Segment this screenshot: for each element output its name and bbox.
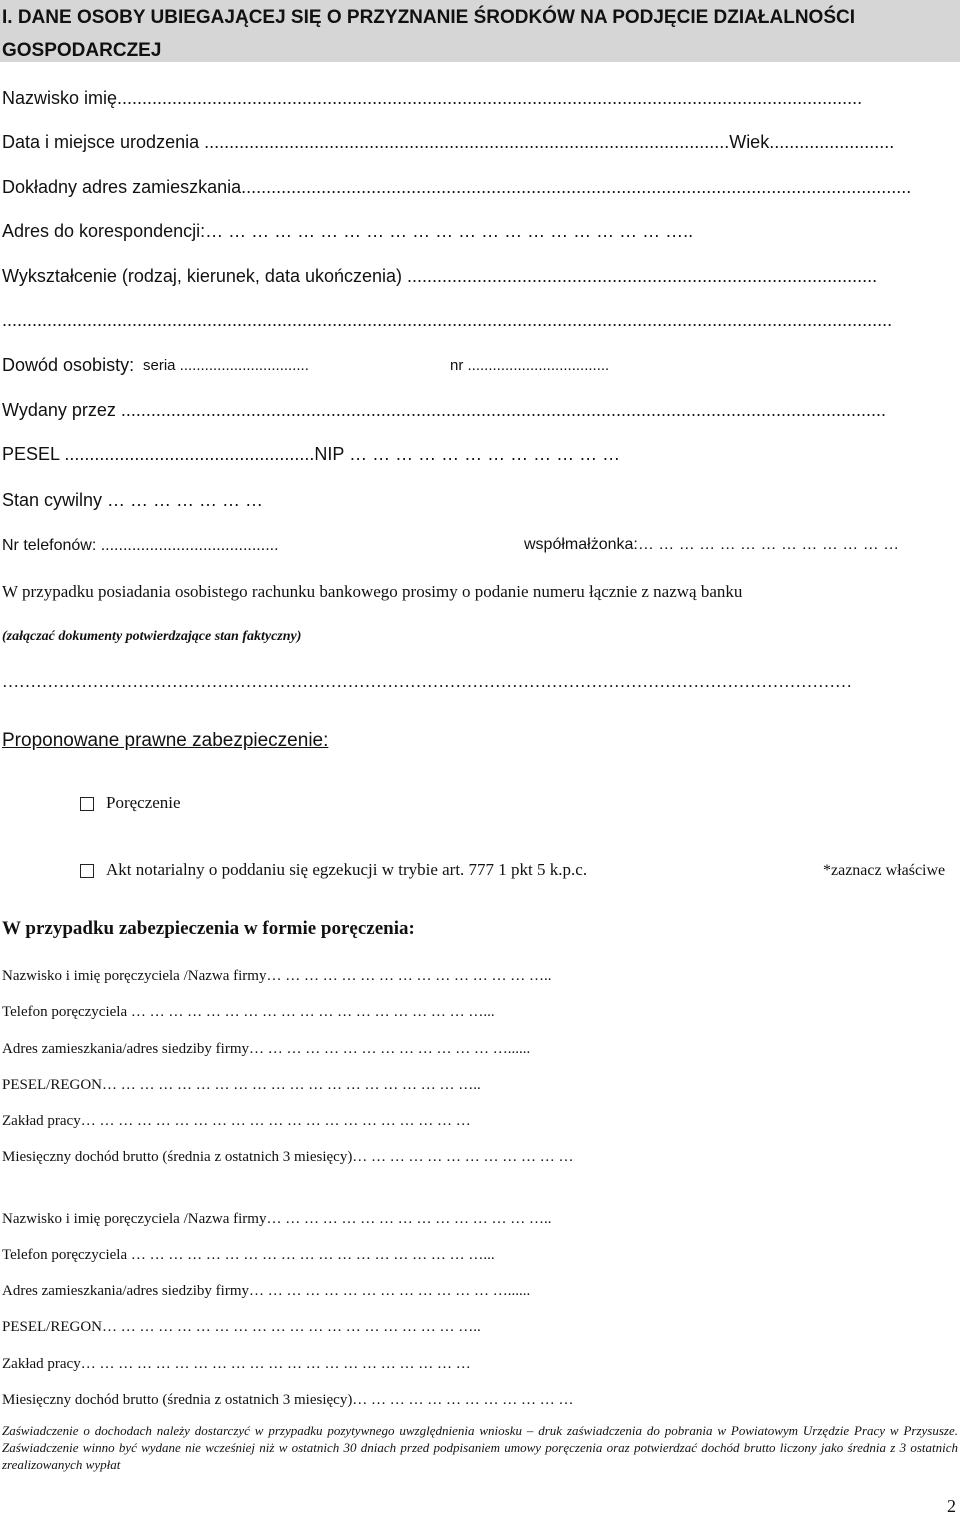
section-title: I. DANE OSOBY UBIEGAJĄCEJ SIĘ O PRZYZNANIE ŚRODKÓW NA PODJĘCIE DZIAŁALNOŚCI GOSPODARCZEJ (2, 7, 855, 61)
name-field[interactable]: Nazwisko imię..................................................................................................................................................... (2, 88, 863, 108)
spouse-phone-field[interactable]: współmałżonka:… … … … … … … … … … … … … (524, 536, 900, 553)
birth-field[interactable]: Data i miejsce urodzenia .........................................................................................................Wiek......................... (2, 132, 895, 152)
guarantor2-pesel-field[interactable]: PESEL/REGON… … … … … … … … … … … … … … … … … … … ….. (2, 1319, 481, 1335)
guarantee-checkbox[interactable] (80, 797, 94, 811)
phone-field[interactable]: Nr telefonów: ........................................ (2, 537, 279, 554)
bank-account-field[interactable]: …………………………………………………………………………………………………………………………………… (2, 672, 852, 691)
guarantor2-workplace-field[interactable]: Zakład pracy… … … … … … … … … … … … … … … … … … … … … (2, 1356, 471, 1372)
marital-status-field[interactable]: Stan cywilny … … … … … … … (2, 490, 264, 510)
pesel-nip-field[interactable]: PESEL ..................................................NIP … … … … … … … … … … … … (2, 444, 621, 464)
guarantee-option-label: Poręczenie (106, 793, 181, 812)
guarantor1-pesel-field[interactable]: PESEL/REGON… … … … … … … … … … … … … … … … … … … ….. (2, 1077, 481, 1093)
guarantor2-name-field[interactable]: Nazwisko i imię poręczyciela /Nazwa firmy… … … … … … … … … … … … … … ….. (2, 1211, 552, 1227)
guarantor1-workplace-field[interactable]: Zakład pracy… … … … … … … … … … … … … … … … … … … … … (2, 1113, 471, 1129)
guarantor2-phone-field[interactable]: Telefon poręczyciela … … … … … … … … … … … … … … … … … … …... (2, 1247, 495, 1263)
correspondence-field[interactable]: Adres do korespondencji:… … … … … … … … … … … … … … … … … … … … ….. (2, 221, 694, 241)
guarantor1-income-field[interactable]: Miesięczny dochód brutto (średnia z ostatnich 3 miesięcy)… … … … … … … … … … … … (2, 1149, 574, 1165)
bank-documents-note: (załączać dokumenty potwierdzające stan faktyczny) (2, 629, 302, 644)
id-card-label: Dowód osobisty: (2, 355, 135, 375)
page-number: 2 (947, 1496, 956, 1516)
income-certificate-footnote: Zaświadczenie o dochodach należy dostarczyć w przypadku pozytywnego uwzględnienia wniosku – druk zaświadczenia do pobrania w Powiatowym Urzędzie Pracy w Przysusze. Zaświadczenie winno być wydane nie wcześniej niż w ostatnich 30 dniach przed podpisaniem umowy poręczenia oraz potwierdzać dochód brutto liczony jako średnia z 3 ostatnich zrealizowanych wypłat (2, 1423, 958, 1472)
notarial-act-option-label: Akt notarialny o poddaniu się egzekucji w trybie art. 777 1 pkt 5 k.p.c. (106, 860, 588, 879)
issued-by-field[interactable]: Wydany przez ......................................................................................................................................................... (2, 400, 887, 420)
guarantor1-phone-field[interactable]: Telefon poręczyciela … … … … … … … … … … … … … … … … … … …... (2, 1004, 495, 1020)
guarantor2-address-field[interactable]: Adres zamieszkania/adres siedziby firmy… … … … … … … … … … … … … …...... (2, 1283, 531, 1299)
section-title-bar (0, 0, 960, 62)
id-number-field[interactable]: nr .................................. (450, 357, 610, 374)
education-field[interactable]: Wykształcenie (rodzaj, kierunek, data ukończenia) .............................................................................................. (2, 266, 878, 286)
education-field-continued[interactable]: .................................................................................................................................................................................. (2, 310, 893, 330)
guarantor2-income-field[interactable]: Miesięczny dochód brutto (średnia z ostatnich 3 miesięcy)… … … … … … … … … … … … (2, 1392, 574, 1408)
guarantee-heading: W przypadku zabezpieczenia w formie poręczenia: (2, 918, 415, 939)
notarial-act-checkbox[interactable] (80, 864, 94, 878)
guarantor1-address-field[interactable]: Adres zamieszkania/adres siedziby firmy… … … … … … … … … … … … … …...... (2, 1041, 531, 1057)
guarantor1-name-field[interactable]: Nazwisko i imię poręczyciela /Nazwa firmy… … … … … … … … … … … … … … ….. (2, 968, 552, 984)
address-field[interactable]: Dokładny adres zamieszkania...................................................................................................................................... (2, 177, 912, 197)
security-heading: Proponowane prawne zabezpieczenie: (2, 730, 329, 751)
bank-account-text: W przypadku posiadania osobistego rachunku bankowego prosimy o podanie numeru łącznie z nazwą banku (2, 582, 743, 601)
mark-appropriate-note: *zaznacz właściwe (823, 862, 946, 879)
id-series-field[interactable]: seria ............................... (143, 357, 309, 374)
